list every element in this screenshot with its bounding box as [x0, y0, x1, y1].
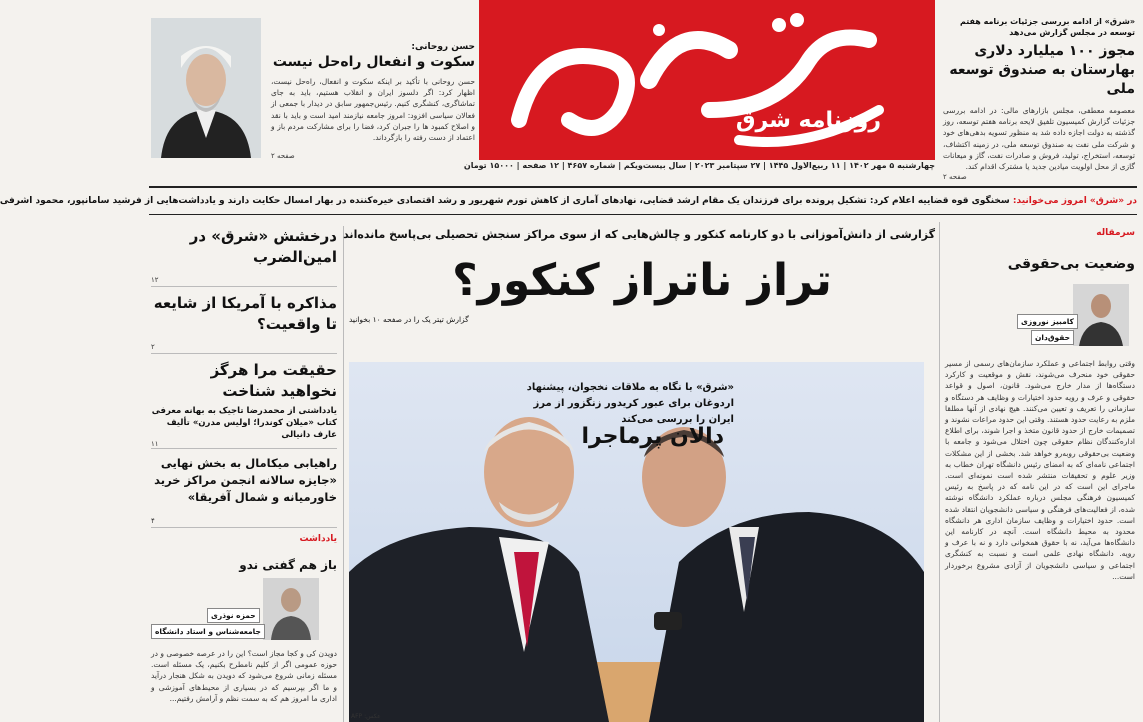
left-item-1	[151, 226, 337, 286]
left-teaser-photo	[151, 18, 261, 158]
note-author-role: جامعه‌شناس و استاد دانشگاه	[151, 624, 265, 639]
right-teaser-page-ref: صفحه ۲	[943, 173, 967, 181]
right-teaser-kicker: «شرق» از ادامه بررسی جزئیات برنامه هفتم توسعه در مجلس گزارش می‌دهد	[959, 17, 1135, 37]
left-teaser	[271, 42, 475, 170]
main-story	[343, 222, 935, 352]
left-column-rule	[343, 226, 344, 722]
right-teaser	[943, 16, 1135, 181]
editorial-column	[945, 222, 1135, 722]
note-author-name: حمزه نوذری	[207, 608, 260, 623]
left-item-headline: درخشش «شرق» در امین‌الضرب	[189, 227, 337, 266]
left-item-3	[151, 354, 337, 448]
ticker-text: سخنگوی قوه قضاییه اعلام کرد: تشکیل پرونده برای فرزندان یک مقام ارشد قضایی، نهادهای آماری از کاهش تورم شهریور و رشد اقتصادی خیره‌کننده در بهار امسال حکایت دارند و یادداشت‌هایی از فرشید سامانپور، محمود اشرفی	[0, 196, 1010, 206]
editorial-author-role: حقوق‌دان	[1031, 330, 1074, 345]
left-item-page: ۱۱	[151, 440, 159, 448]
left-item-headline: حقیقت مرا هرگز نخواهید شناخت	[210, 361, 337, 400]
photo-story	[349, 362, 924, 722]
main-story-kicker: گزارشی از دانش‌آموزانی با دو کارنامه کنکور و چالش‌هایی که از سوی مراکز سنجش تحصیلی بی‌پاسخ مانده‌اند	[343, 228, 935, 241]
note-author-photo	[263, 578, 319, 640]
ticker-top-rule	[149, 186, 1137, 188]
dateline: چهارشنبه ۵ مهر ۱۴۰۲ | ۱۱ ربیع‌الاول ۱۴۴۵ | ۲۷ سپتامبر ۲۰۲۳ | سال بیست‌ویکم | شماره ۴۶۵۷ | ۱۲ صفحه | ۱۵۰۰۰ تومان	[463, 161, 935, 170]
right-teaser-body: معصومه معطفی، مجلس بازار‌های مالی: در ادامه بررسی جزئیات گزارش کمیسیون تلفیق لایحه برنامه هفتم توسعه، روز گذشته به دولت اجازه داده شد به منظور تسویه بدهی‌های خود و شرکت ملی نفت به صندوق توسعه ملی، در زمینه اکتشاف، توسعه، استخراج، تولید، فروش و صادرات نفت، گاز و میعانات گازی از محل اولویت میادین جدید یا مشترک اقدام کند.	[943, 106, 1135, 172]
editorial-author	[945, 284, 1135, 348]
editorial-headline: وضعیت بی‌حقوقی	[1007, 256, 1135, 272]
left-teaser-body: حسن روحانی با تأکید بر اینکه سکوت و انفعال، راه‌حل نیست، اظهار کرد: اگر دلسوز ایران و انقلاب هستیم، باید به جای تماشاگری، کنشگری کنیم. رئیس‌جمهور سابق در دیدار با جمعی از فعالان سیاسی افزود: امروز جامعه نیازمند امید است و باید با نقد و اصلاح کمبود ها را جبران کرد، فضا را برای مشارکت مردم باز و اعتماد از دست رفته را بازگرداند.	[271, 77, 475, 143]
masthead-logo	[479, 0, 935, 160]
note-headline: باز هم گفتی ندو	[239, 558, 337, 572]
left-item-page: ۴	[151, 517, 155, 525]
masthead-subtitle: روزنامه شرق	[735, 108, 881, 133]
main-story-byline: گزارش تیتر یک را در صفحه ۱۰ بخوانید	[349, 315, 469, 324]
masthead	[463, 0, 935, 186]
left-item-headline: راهیابی میکامال به بخش نهایی «جایزه سالانه انجمن مراکز خرید خاورمیانه و شمال آفریقا»	[154, 456, 337, 504]
left-column	[151, 226, 337, 722]
note-label: یادداشت	[299, 534, 337, 544]
left-item-sub: یادداشتی از محمدرضا تاجیک به بهانه معرفی کتاب «میلان کوندرا؛ اولیس مدرن» تألیف عارف دانیالی	[151, 406, 337, 440]
note-author	[151, 578, 337, 642]
ticker	[0, 190, 1137, 212]
left-item-headline: مذاکره با آمریکا از شایعه تا واقعیت؟	[153, 294, 337, 333]
ticker-bottom-rule	[149, 214, 1137, 215]
left-item-4	[151, 449, 337, 527]
left-teaser-kicker: حسن روحانی:	[411, 42, 475, 52]
photo-credit: عکس: AFP	[351, 713, 381, 720]
left-teaser-page-ref: صفحه ۲	[271, 152, 295, 160]
editorial-author-photo	[1073, 284, 1129, 346]
divider	[151, 527, 337, 528]
ticker-label: در «شرق» امروز می‌خوانید:	[1012, 196, 1137, 206]
editorial-body: وقتی روابط اجتماعی و عملکرد سازمان‌های رسمی از مسیر حقوقی خود منحرف می‌شوند، نقش و موقعیت و کارکرد دستگاه‌ها از مدار خارج می‌شود. قانون، اصول و قواعد حقوقی و عرف و رویه حدود اختیارات و وظایف هر دستگاه و سازمانی را تعریف و تعیین می‌کنند. هیچ نهادی از آنها مطلقا ملزم به رعایت حدود هستند. وقتی این حدود مراعات نشوند و تصمیمات خارج از حدود قانون متخذ و اجرا شوند، برای اطلاع اداره‌کنندگان نظام حقوقی چون اختلال می‌شود و جامعه با وضعیت بی‌حقوقی روبه‌رو خواهد شد. بخشی از این مشکلات اجتماعی نامه‌ای که به امضای رئیس دانشگاه تهران خطاب به وزیر علوم و تحقیقات منتشر شده است نمونه‌ای است. ماجرای این است که در این نامه که در پاسخ به رئیس کمیسیون فرهنگی مجلس درباره عملکرد دانشگاه نوشته شده، از فعالیت‌های فرهنگی و سیاسی دانشجویان انتقاد شده است. حدود اختیارات و وظایف سازمان اداری هر دانشگاه محدود به محیط دانشگاه است. آنچه در کارنامه این دانشگاه‌ها می‌آید، نه با حقوق همخوانی دارد و نه با عرف و رویه. دانشگاه نهادی علمی است و نسبت به کنشگری اجتماعی و سیاسی دانشجویان از آزادی مشروع برخوردار است...	[945, 359, 1135, 581]
photo-story-headline: دالان پرماجرا	[581, 424, 724, 449]
photo-story-kicker: «شرق» با نگاه به ملاقات نخجوان، پیشنهاد اردوغان برای عبور کریدور زنگزور از مرز ایران را بررسی می‌کند	[526, 382, 734, 425]
right-column-rule	[939, 222, 940, 722]
left-item-page: ۱۲	[151, 276, 159, 284]
note-body: دویدن کی و کجا مجاز است؟ این را در عرصه خصوصی و در حوزه عمومی اگر از کلیم نامطرح بکنیم، یک مسئله است. مسئله زمانی شروع می‌شود که دویدن به شکل هنجار درآید و ما اگر بپرسیم که در بسیاری از محیط‌های آموزشی و اداری ما امروز هم که به سمت نظم و آرامش رفتیم...	[151, 649, 337, 703]
left-item-page: ۲	[151, 343, 155, 351]
main-story-headline: تراز ناتراز کنکور؟	[452, 255, 832, 306]
right-teaser-headline: مجوز ۱۰۰ میلیارد دلاری بهارستان به صندوق توسعه ملی	[949, 43, 1135, 97]
left-item-2	[151, 287, 337, 353]
editorial-label: سرمقاله	[1096, 228, 1135, 238]
left-teaser-headline: سکوت و انفعال راه‌حل نیست	[272, 54, 475, 70]
editorial-author-name: کامبیز نوروزی	[1017, 314, 1078, 329]
